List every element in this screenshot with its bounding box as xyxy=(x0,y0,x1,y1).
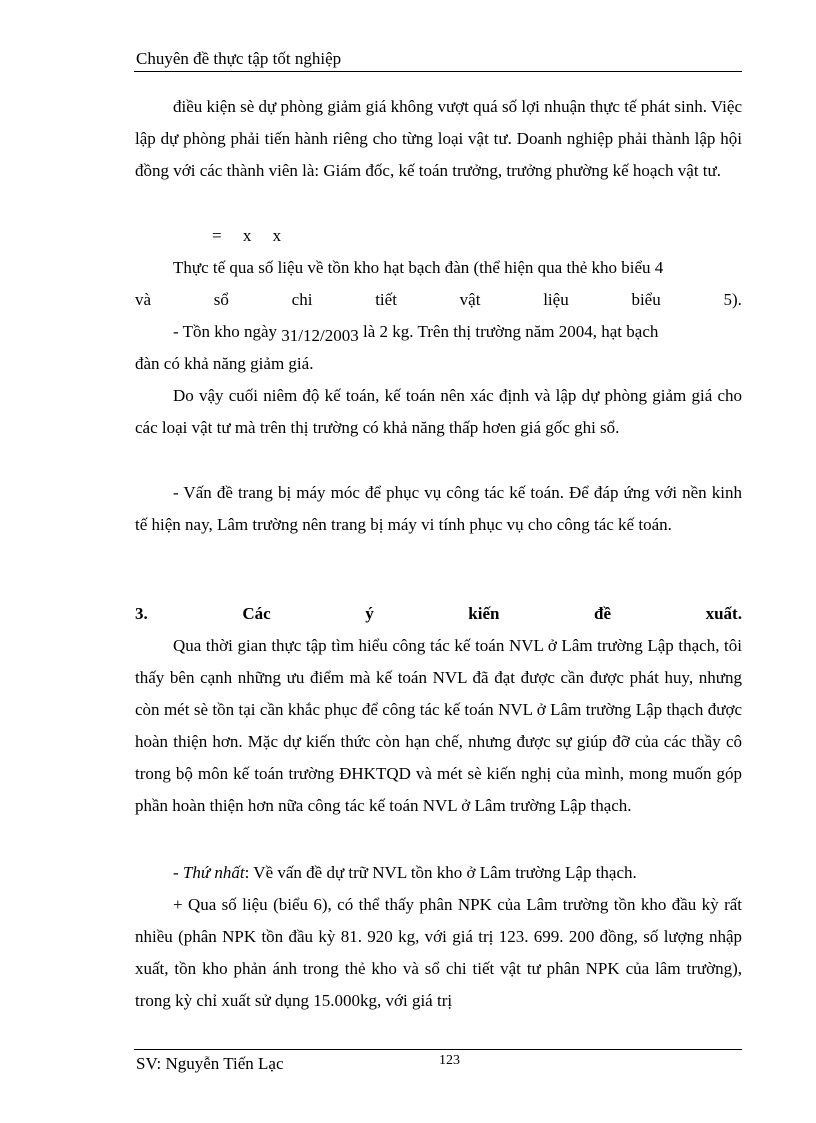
footer-divider xyxy=(134,1049,742,1050)
paragraph-inventory-line2 xyxy=(135,284,742,316)
page-number: 123 xyxy=(439,1053,460,1068)
paragraph-year-end-provision: Do vậy cuối niêm độ kế toán, kế toán nên xác định và lập dự phòng giảm giá cho các loại vật tư mà trên thị trường có khả năng thấp hơen giá gốc ghi sổ. xyxy=(135,386,742,437)
word: 5). xyxy=(723,290,742,309)
paragraph-inventory-line1: Thực tế qua số liệu về tồn kho hạt bạch đàn (thể hiện qua thẻ kho biểu 4 xyxy=(173,258,664,277)
footer-author: SV: Nguyễn Tiến Lạc xyxy=(136,1054,284,1073)
paragraph-internship-summary: Qua thời gian thực tập tìm hiểu công tác kế toán NVL ở Lâm trường Lập thạch, tôi thấy bên cạnh những ưu điểm mà kế toán NVL đã đạt được cần được phát huy, nhưng còn mét sè tồn tại cần khắc phục để công tác kế toán NVL ở Lâm trường Lập thạch được hoàn thiện hơn. Mặc dự kiến thức còn hạn chế, nhưng được sự giúp đỡ của các thầy cô trong bộ môn kế toán trường ĐHKTQD và mét sè kiến nghị của mình, mong muốn góp phần hoàn thiện hơn nữa công tác kế toán NVL ở Lâm trường Lập thạch. xyxy=(135,636,742,815)
word: tiết xyxy=(375,290,397,309)
header-title: Chuyên đề thực tập tốt nghiệp xyxy=(136,49,342,68)
stock-prefix: - Tồn kho ngày xyxy=(173,322,282,341)
heading-word: kiến xyxy=(468,604,500,623)
paragraph-stock-date-line1 xyxy=(135,316,780,348)
word: chi xyxy=(291,290,313,309)
header-divider xyxy=(134,71,742,72)
paragraph-npk-inventory: + Qua số liệu (biểu 6), có thể thấy phân NPK của Lâm trường tồn kho đầu kỳ rất nhiều (phân NPK tồn đầu kỳ 81. 920 kg, với giá trị 123. 699. 200 đồng, số lượng nhập xuất, tồn kho phản ánh trong thẻ kho và sổ chi tiết vật tư phân NPK của lâm trường), trong kỳ chỉ xuất sử dụng 15.000kg, với giá trị xyxy=(135,895,742,1010)
heading-word: ý xyxy=(365,604,374,623)
first-point-text: : Về vấn đề dự trữ NVL tồn kho ở Lâm trường Lập thạch. xyxy=(244,863,637,882)
word: sổ xyxy=(213,290,229,309)
paragraph-stock-date-line2: đàn có khả năng giảm giá. xyxy=(135,354,314,373)
heading-word: Các xyxy=(242,604,271,623)
section-heading-3 xyxy=(135,598,742,630)
paragraph-equipment: - Vấn đề trang bị máy móc để phục vụ công tác kế toán. Để đáp ứng với nền kinh tế hiện nay, Lâm trường nên trang bị máy vi tính phục vụ cho công tác kế toán. xyxy=(135,483,742,534)
word: liệu xyxy=(543,290,569,309)
heading-word: xuất. xyxy=(705,604,742,623)
stock-date: 31/12/2003 xyxy=(281,326,359,345)
heading-word: 3. xyxy=(135,604,148,623)
paragraph-first-point xyxy=(135,857,780,889)
word: và xyxy=(135,290,152,309)
word: biểu xyxy=(631,290,661,309)
formula-line: = x x xyxy=(212,226,282,245)
first-point-label: - Thứ nhất xyxy=(173,863,245,882)
word: vật xyxy=(459,290,481,309)
stock-suffix: là 2 kg. Trên thị trường năm 2004, hạt bạch xyxy=(358,322,659,341)
paragraph-provision-conditions: điều kiện sè dự phòng giảm giá không vượt quá số lợi nhuận thực tế phát sinh. Việc lập dự phòng phải tiến hành riêng cho từng loại vật tư. Doanh nghiệp phải thành lập hội đồng với các thành viên là: Giám đốc, kế toán trưởng, trưởng phường kế hoạch vật tư. xyxy=(135,97,742,180)
heading-word: đề xyxy=(594,604,612,623)
